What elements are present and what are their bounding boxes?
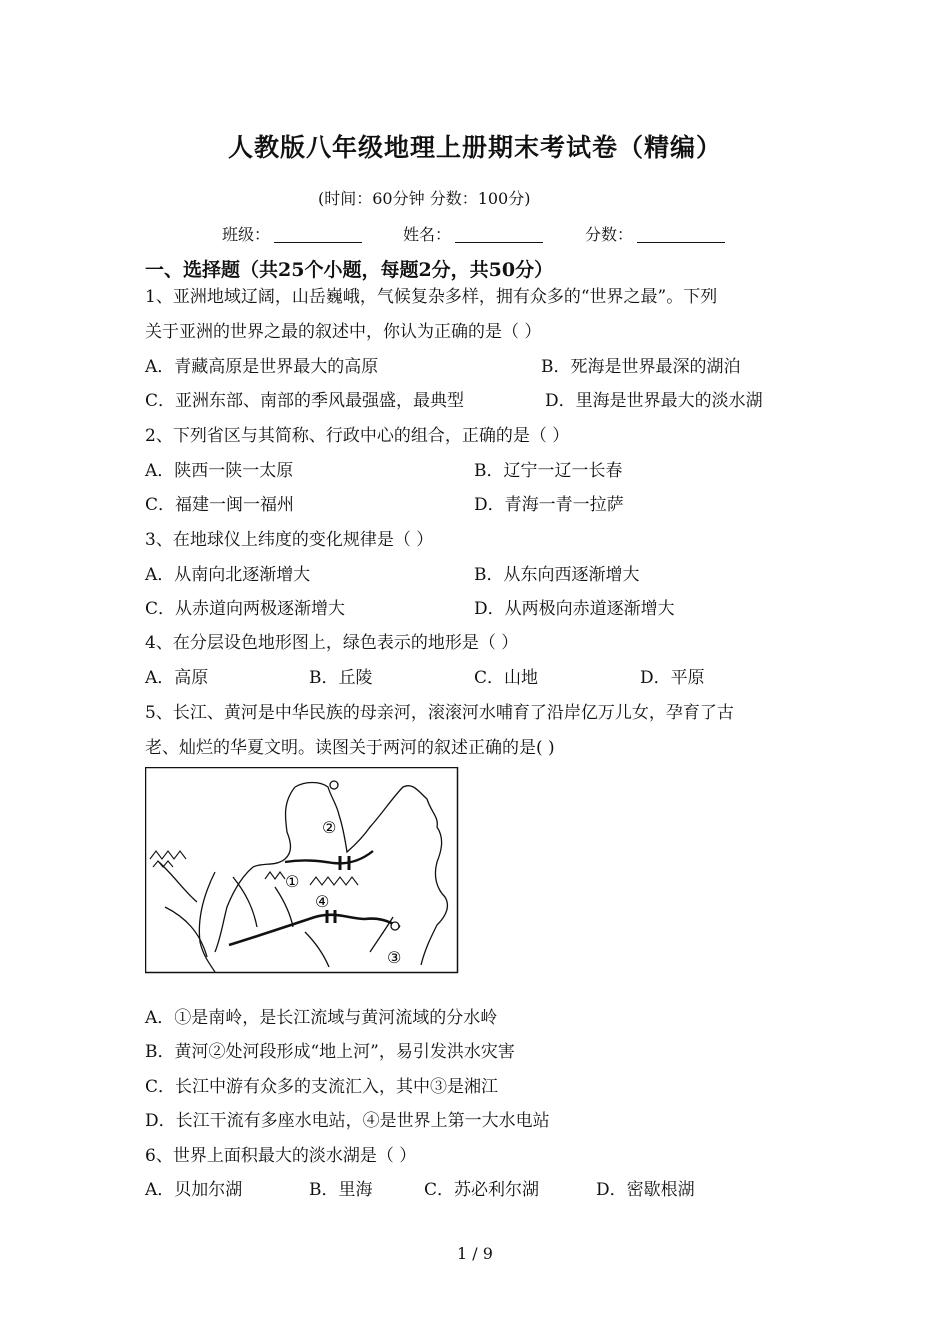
- city-marker-east: [391, 922, 399, 930]
- map-label-4: ④: [315, 892, 330, 911]
- q5-stem-line1: 5、长江、黄河是中华民族的母亲河，滚滚河水哺育了沿岸亿万儿女，孕育了古: [145, 703, 734, 723]
- q4-option-c: C．山地: [474, 668, 539, 688]
- score-blank: [637, 224, 725, 243]
- q6-option-a: A．贝加尔湖: [145, 1180, 243, 1200]
- page-number: 1 / 9: [457, 1244, 493, 1263]
- q5-option-b: B．黄河②处河段形成“地上河”，易引发洪水灾害: [145, 1042, 515, 1062]
- q3-stem: 3、在地球仪上纬度的变化规律是（ ）: [145, 530, 434, 550]
- q1-option-d: D．里海是世界最大的淡水湖: [545, 391, 763, 411]
- q2-option-b: B．辽宁一辽一长春: [474, 461, 623, 481]
- city-marker-north: [330, 781, 338, 789]
- q1-option-b: B．死海是世界最深的湖泊: [541, 357, 741, 377]
- q4-stem: 4、在分层设色地形图上，绿色表示的地形是（ ）: [145, 633, 519, 653]
- q3-option-b: B．从东向西逐渐增大: [474, 565, 640, 585]
- q2-stem: 2、下列省区与其简称、行政中心的组合，正确的是（ ）: [145, 426, 570, 446]
- q2-option-c: C．福建一闽一福州: [145, 495, 295, 515]
- q2-option-a: A．陕西一陕一太原: [145, 461, 294, 481]
- q5-option-d: D．长江干流有多座水电站，④是世界上第一大水电站: [145, 1111, 550, 1131]
- name-blank: [455, 224, 543, 243]
- q3-option-c: C．从赤道向两极逐渐增大: [145, 599, 346, 619]
- q6-option-c: C．苏必利尔湖: [424, 1180, 540, 1200]
- q6-option-b: B．里海: [309, 1180, 373, 1200]
- q1-option-a: A．青藏高原是世界最大的高原: [145, 357, 379, 377]
- q1-stem-line2: 关于亚洲的世界之最的叙述中，你认为正确的是（ ）: [145, 322, 542, 342]
- q6-option-d: D．密歇根湖: [596, 1180, 695, 1200]
- map-label-1: ①: [285, 872, 300, 891]
- q5-option-a: A．①是南岭，是长江流域与黄河流域的分水岭: [145, 1008, 498, 1028]
- map-label-2: ②: [322, 818, 337, 837]
- score-label: 分数：: [585, 225, 634, 244]
- q5-stem-line2: 老、灿烂的华夏文明。读图关于两河的叙述正确的是( ): [145, 738, 555, 758]
- q3-option-d: D．从两极向赤道逐渐增大: [474, 599, 675, 619]
- q1-stem-line1: 1、亚洲地域辽阔，山岳巍峨，气候复杂多样，拥有众多的“世界之最”。下列: [145, 287, 718, 307]
- map-frame: [146, 768, 458, 973]
- name-field: [403, 222, 543, 245]
- section-heading: 一、选择题（共25个小题，每题2分，共50分）: [145, 259, 554, 281]
- score-field: [585, 222, 725, 245]
- q6-stem: 6、世界上面积最大的淡水湖是（ ）: [145, 1146, 417, 1166]
- q3-option-a: A．从南向北逐渐增大: [145, 565, 311, 585]
- yangtze-yellow-river-map: [145, 767, 459, 974]
- q4-option-a: A．高原: [145, 668, 209, 688]
- q1-option-c: C．亚洲东部、南部的季风最强盛，最典型: [145, 391, 465, 411]
- q2-option-d: D．青海一青一拉萨: [474, 495, 624, 515]
- map-label-3: ③: [387, 948, 402, 967]
- page-title: 人教版八年级地理上册期末考试卷（精编）: [227, 133, 722, 162]
- class-field: [222, 222, 362, 245]
- time-score-info: (时间：60分钟 分数：100分): [318, 189, 531, 208]
- q4-option-d: D．平原: [640, 668, 705, 688]
- q4-option-b: B．丘陵: [309, 668, 373, 688]
- name-label: 姓名：: [403, 225, 452, 244]
- q5-option-c: C．长江中游有众多的支流汇入，其中③是湘江: [145, 1077, 499, 1097]
- class-label: 班级：: [222, 225, 271, 244]
- class-blank: [274, 224, 362, 243]
